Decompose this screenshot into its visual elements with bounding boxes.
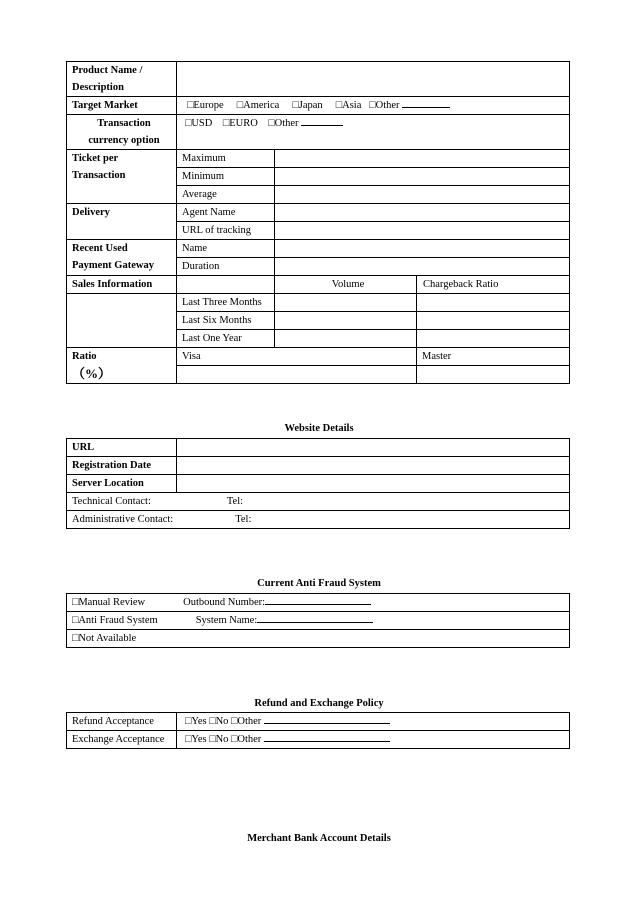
sales-info-label: Sales Information <box>67 276 177 294</box>
delivery-label: Delivery <box>67 204 177 240</box>
product-table <box>66 61 570 384</box>
chargeback-header: Chargeback Ratio <box>417 276 570 294</box>
exchange-acceptance-label: Exchange Acceptance <box>67 731 177 749</box>
exchange-options-text[interactable]: □Yes □No □Other <box>185 734 262 745</box>
tracking-url-label: URL of tracking <box>177 222 275 240</box>
ticket-min-field[interactable] <box>275 168 570 186</box>
technical-contact-label: Technical Contact: <box>72 496 151 507</box>
ticket-max-field[interactable] <box>275 150 570 168</box>
master-header: Master <box>417 348 570 366</box>
ratio-label: Ratio （%） <box>67 348 177 384</box>
market-japan-checkbox[interactable]: □Japan <box>292 100 323 111</box>
technical-contact-row[interactable] <box>67 493 570 511</box>
currency-euro-checkbox[interactable]: □EURO <box>222 118 258 129</box>
market-america-checkbox[interactable]: □America <box>236 100 280 111</box>
technical-tel-label: Tel: <box>226 496 244 507</box>
system-name-line[interactable] <box>257 612 373 623</box>
currency-label: Transaction currency option <box>67 115 177 150</box>
website-table <box>66 438 570 529</box>
registration-date-field[interactable] <box>177 457 570 475</box>
one-year-volume[interactable] <box>275 330 417 348</box>
website-details-title: Website Details <box>284 423 354 434</box>
ticket-label: Ticket per Transaction <box>67 150 177 204</box>
currency-other-line[interactable] <box>301 115 343 126</box>
not-available-checkbox[interactable]: □Not Available <box>72 633 137 644</box>
manual-review-checkbox[interactable]: □Manual Review <box>72 597 146 608</box>
refund-table <box>66 712 570 749</box>
ticket-avg-label: Average <box>177 186 275 204</box>
target-market-options[interactable] <box>177 97 570 115</box>
market-other-checkbox[interactable]: □Other <box>369 100 400 111</box>
ticket-avg-field[interactable] <box>275 186 570 204</box>
administrative-tel-label: Tel: <box>235 514 252 525</box>
sales-blank-header <box>177 276 275 294</box>
url-label: URL <box>67 439 177 457</box>
one-year-chargeback[interactable] <box>417 330 570 348</box>
ticket-min-label: Minimum <box>177 168 275 186</box>
server-location-field[interactable] <box>177 475 570 493</box>
three-months-chargeback[interactable] <box>417 294 570 312</box>
ticket-max-label: Maximum <box>177 150 275 168</box>
visa-field[interactable] <box>177 366 417 384</box>
refund-options[interactable] <box>177 713 570 731</box>
refund-options-text[interactable]: □Yes □No □Other <box>185 716 262 727</box>
gateway-name-field[interactable] <box>275 240 570 258</box>
refund-other-line[interactable] <box>264 713 390 724</box>
tracking-url-field[interactable] <box>275 222 570 240</box>
administrative-contact-label: Administrative Contact: <box>72 514 174 525</box>
currency-options[interactable] <box>177 115 570 150</box>
one-year-label: Last One Year <box>177 330 275 348</box>
anti-fraud-table <box>66 593 570 648</box>
anti-fraud-system-row[interactable] <box>67 612 570 630</box>
anti-fraud-system-checkbox[interactable]: □Anti Fraud System <box>72 615 158 626</box>
administrative-contact-row[interactable] <box>67 511 570 529</box>
currency-usd-checkbox[interactable]: □USD <box>185 118 213 129</box>
three-months-label: Last Three Months <box>177 294 275 312</box>
exchange-other-line[interactable] <box>264 731 390 742</box>
master-field[interactable] <box>417 366 570 384</box>
anti-fraud-title: Current Anti Fraud System <box>257 578 381 589</box>
exchange-options[interactable] <box>177 731 570 749</box>
refund-policy-title: Refund and Exchange Policy <box>254 698 384 709</box>
visa-header: Visa <box>177 348 417 366</box>
outbound-number-label: Outbound Number: <box>183 597 266 608</box>
market-europe-checkbox[interactable]: □Europe <box>187 100 224 111</box>
agent-name-field[interactable] <box>275 204 570 222</box>
registration-date-label: Registration Date <box>67 457 177 475</box>
url-field[interactable] <box>177 439 570 457</box>
volume-header: Volume <box>275 276 417 294</box>
gateway-duration-field[interactable] <box>275 258 570 276</box>
product-name-label: Product Name / Description <box>67 62 177 97</box>
server-location-label: Server Location <box>67 475 177 493</box>
system-name-label: System Name: <box>195 615 258 626</box>
gateway-name-label: Name <box>177 240 275 258</box>
agent-name-label: Agent Name <box>177 204 275 222</box>
six-months-volume[interactable] <box>275 312 417 330</box>
currency-other-checkbox[interactable]: □Other <box>268 118 299 129</box>
bank-details-title: Merchant Bank Account Details <box>247 833 391 844</box>
gateway-duration-label: Duration <box>177 258 275 276</box>
payment-gateway-label: Recent Used Payment Gateway <box>67 240 177 276</box>
market-asia-checkbox[interactable]: □Asia <box>335 100 362 111</box>
not-available-row[interactable] <box>67 630 570 648</box>
target-market-label: Target Market <box>67 97 177 115</box>
market-other-line[interactable] <box>402 97 450 108</box>
manual-review-row[interactable] <box>67 594 570 612</box>
three-months-volume[interactable] <box>275 294 417 312</box>
six-months-label: Last Six Months <box>177 312 275 330</box>
outbound-number-line[interactable] <box>265 594 371 605</box>
refund-acceptance-label: Refund Acceptance <box>67 713 177 731</box>
sales-left-blank <box>67 294 177 348</box>
six-months-chargeback[interactable] <box>417 312 570 330</box>
product-name-field[interactable] <box>177 62 570 97</box>
